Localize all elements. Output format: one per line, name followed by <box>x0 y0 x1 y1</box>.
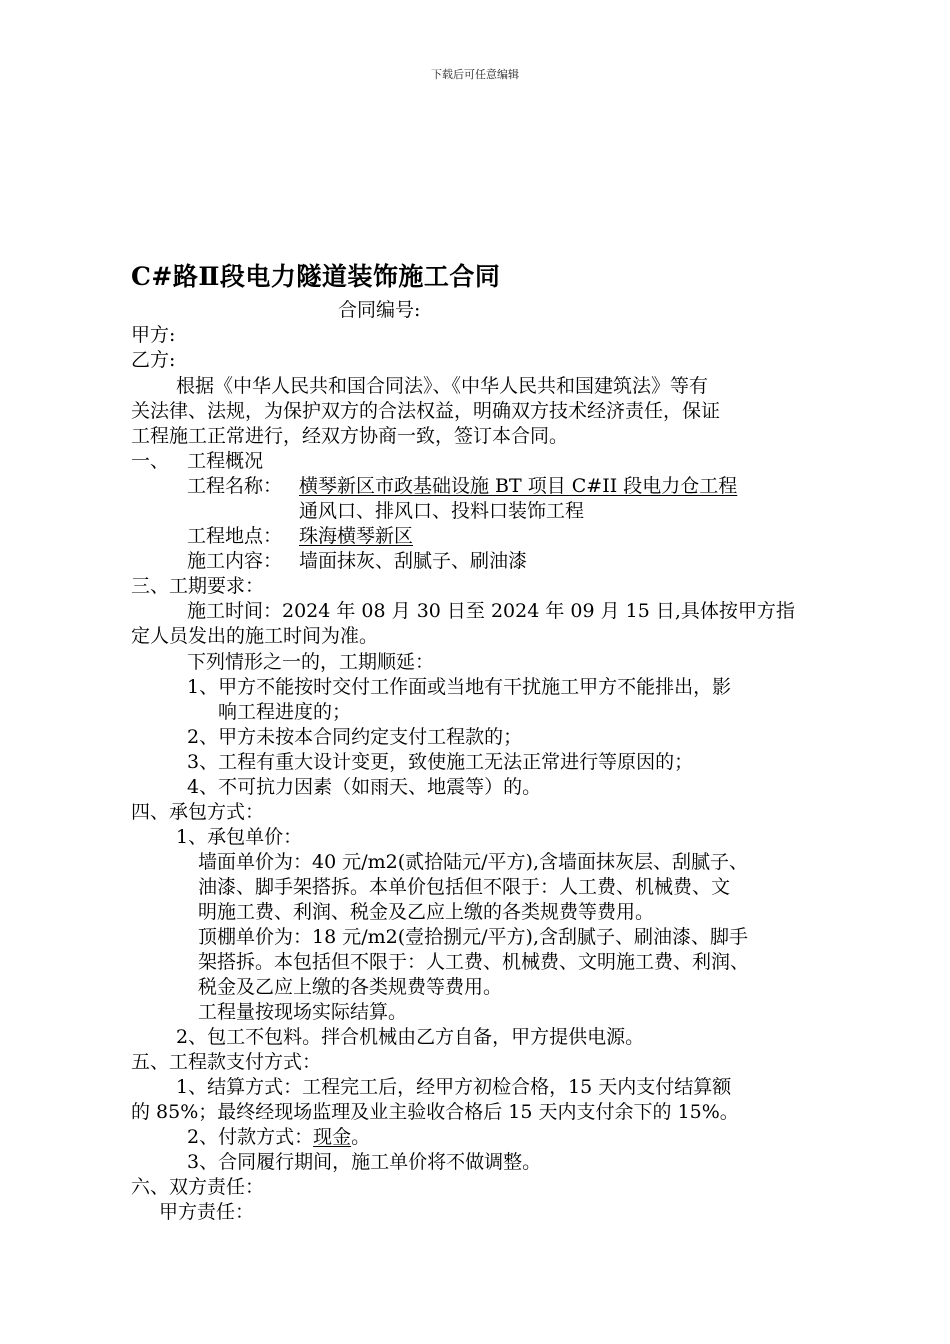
page-header-note: 下载后可任意编辑 <box>431 68 519 81</box>
unit-price-heading: 1、承包单价： <box>176 826 303 848</box>
payment-method <box>187 1125 370 1149</box>
delay-item-cont: 响工程进度的； <box>218 701 352 723</box>
ceiling-price-line: 税金及乙应上缴的各类规费等费用。 <box>198 976 503 998</box>
party-a-duty-heading: 甲方责任： <box>159 1201 255 1223</box>
section-5-heading: 五、工程款支付方式： <box>131 1051 322 1073</box>
delay-item: 2、甲方未按本合同约定支付工程款的； <box>187 726 523 748</box>
work-content-value: 墙面抹灰、刮腻子、刷油漆 <box>299 550 528 572</box>
section-3-heading: 三、工期要求： <box>131 575 265 597</box>
delay-item: 3、工程有重大设计变更，致使施工无法正常进行等原因的； <box>187 751 694 773</box>
wall-price-line: 墙面单价为：40 元/m2(贰拾陆元/平方),含墙面抹灰层、刮腻子、 <box>198 851 748 873</box>
payment-method-end: 。 <box>351 1126 371 1148</box>
wall-price-line: 油漆、脚手架搭拆。本单价包括但不限于：人工费、机械费、文 <box>198 876 731 898</box>
construction-time-cont: 定人员发出的施工时间为准。 <box>131 625 379 647</box>
project-location-value: 珠海横琴新区 <box>299 525 414 547</box>
delay-intro: 下列情形之一的，工期顺延： <box>187 651 435 673</box>
project-location-label: 工程地点： <box>187 525 283 547</box>
project-name-label: 工程名称： <box>187 475 283 497</box>
quantity-note: 工程量按现场实际结算。 <box>198 1001 408 1023</box>
settlement-line: 1、结算方式：工程完工后，经甲方初检合格，15 天内支付结算额 <box>176 1076 732 1098</box>
settlement-line-cont: 的 85%；最终经现场监理及业主验收合格后 15 天内支付余下的 15%。 <box>131 1101 739 1123</box>
price-fixed-note: 3、合同履行期间，施工单价将不做调整。 <box>187 1151 542 1173</box>
party-b-label: 乙方: <box>131 349 176 371</box>
project-name-value: 横琴新区市政基础设施 BT 项目 C#II 段电力仓工程 <box>299 475 738 497</box>
intro-line: 工程施工正常进行，经双方协商一致，签订本合同。 <box>131 425 569 447</box>
section-1-heading: 一、 工程概况 <box>131 450 264 472</box>
intro-line: 关法律、法规，为保护双方的合法权益，明确双方技术经济责任，保证 <box>131 400 721 422</box>
work-content-label: 施工内容： <box>187 550 283 572</box>
construction-time: 施工时间：2024 年 08 月 30 日至 2024 年 09 月 15 日,具体按甲方指 <box>187 600 795 622</box>
delay-item: 1、甲方不能按时交付工作面或当地有干扰施工甲方不能排出，影 <box>187 676 732 698</box>
project-name-value-cont: 通风口、排风口、投料口装饰工程 <box>299 500 585 522</box>
payment-method-label: 2、付款方式： <box>187 1126 314 1148</box>
section-4-heading: 四、承包方式： <box>131 801 265 823</box>
contract-title: C#路Ⅱ段电力隧道装饰施工合同 <box>131 262 501 291</box>
party-a-label: 甲方: <box>131 324 176 346</box>
payment-method-value: 现金 <box>313 1126 352 1148</box>
labor-only-note: 2、包工不包料。拌合机械由乙方自备，甲方提供电源。 <box>176 1026 645 1048</box>
wall-price-line: 明施工费、利润、税金及乙应上缴的各类规费等费用。 <box>198 901 655 923</box>
contract-number-label: 合同编号: <box>338 299 421 321</box>
ceiling-price-line: 顶棚单价为：18 元/m2(壹拾捌元/平方),含刮腻子、刷油漆、脚手 <box>198 926 748 948</box>
section-6-heading: 六、双方责任： <box>131 1176 265 1198</box>
intro-line: 根据《中华人民共和国合同法》、《中华人民共和国建筑法》等有 <box>176 375 709 397</box>
delay-item: 4、不可抗力因素（如雨天、地震等）的。 <box>187 776 542 798</box>
ceiling-price-line: 架搭拆。本包括但不限于：人工费、机械费、文明施工费、利润、 <box>198 951 750 973</box>
